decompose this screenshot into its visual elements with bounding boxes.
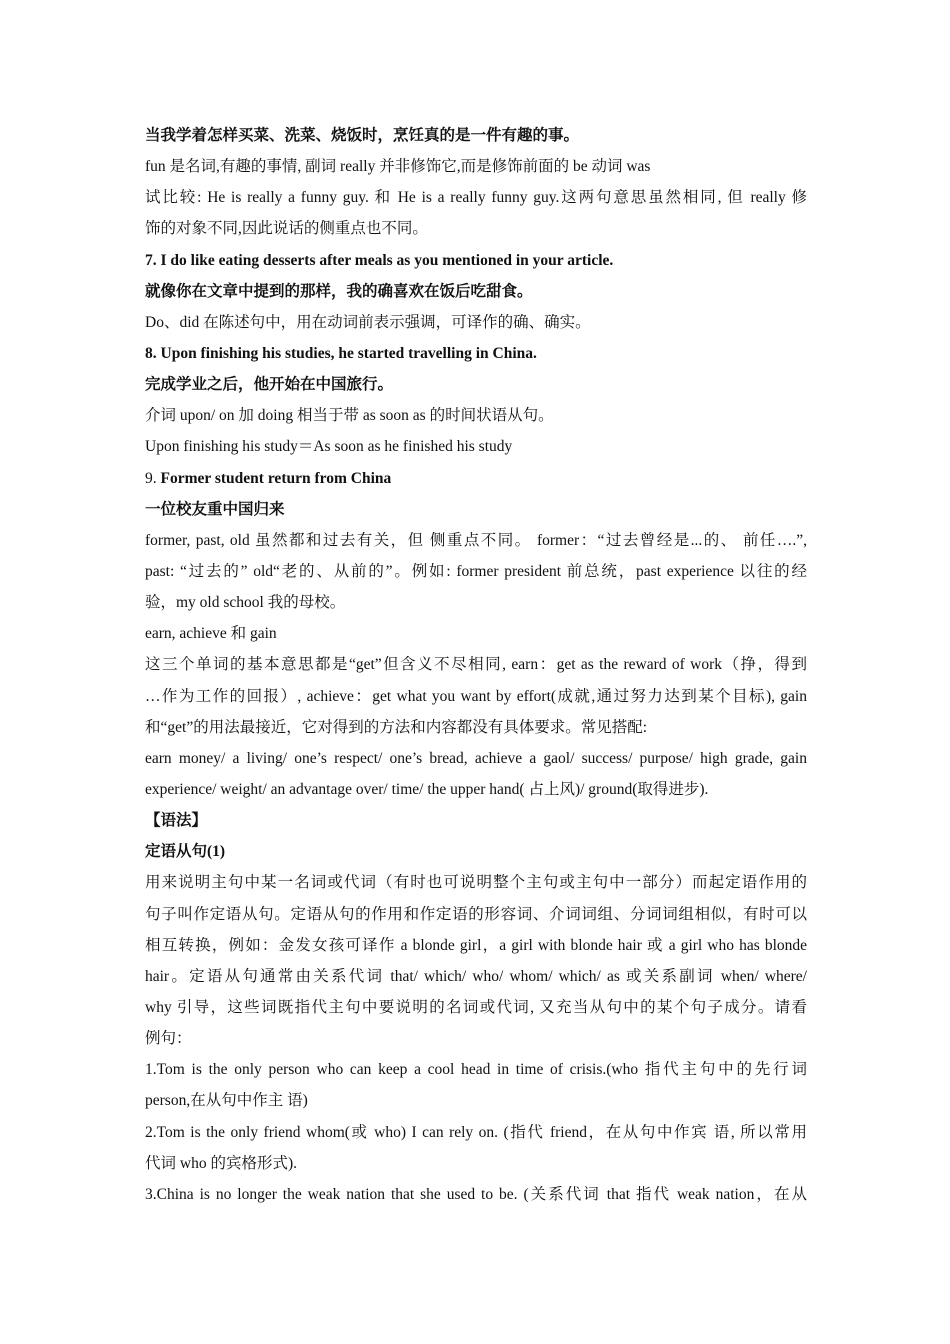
doc-line: 3.China is no longer the weak nation that she used to be. (关系代词 that 指代 weak nation，在从	[145, 1185, 807, 1203]
doc-line: former, past, old 虽然都和过去有关，但 侧重点不同。 former：“过去曾经是...的、 前任….”,	[145, 531, 807, 549]
doc-line: 试比较: He is really a funny guy. 和 He is a really funny guy.这两句意思虽然相同, 但 really 修	[145, 189, 807, 207]
doc-line: 例句：	[145, 1030, 192, 1048]
doc-line: 用来说明主句中某一名词或代词（有时也可说明整个主句或主句中一部分）而起定语作用的	[145, 874, 807, 892]
doc-line: 完成学业之后，他开始在中国旅行。	[145, 376, 394, 394]
doc-line: 验，my old school 我的母校。	[145, 594, 346, 612]
subsection-heading: 定语从句(1)	[145, 843, 226, 861]
item-heading: Former student return from China	[160, 469, 392, 487]
doc-line: 饰的对象不同,因此说话的侧重点也不同。	[145, 220, 428, 238]
doc-line: earn, achieve 和 gain	[145, 625, 277, 643]
doc-line: earn money/ a living/ one’s respect/ one’s bread, achieve a gaol/ success/ purpose/ high grade, gain	[145, 749, 807, 767]
doc-line: 就像你在文章中提到的那样，我的确喜欢在饭后吃甜食。	[145, 282, 533, 300]
doc-line: Do、did 在陈述句中，用在动词前表示强调，可译作的确、确实。	[145, 313, 591, 331]
doc-line: why 引导，这些词既指代主句中要说明的名词或代词, 又充当从句中的某个句子成分。请看	[145, 998, 807, 1016]
doc-line	[145, 463, 807, 494]
doc-line: fun 是名词,有趣的事情, 副词 really 并非修饰它,而是修饰前面的 be 动词 was	[145, 158, 651, 176]
doc-line: 当我学着怎样买菜、洗菜、烧饭时，烹饪真的是一件有趣的事。	[145, 127, 580, 144]
doc-line: 代词 who 的宾格形式).	[145, 1154, 297, 1172]
doc-line: 2.Tom is the only friend whom(或 who) I can rely on. (指代 friend，在从句中作宾 语, 所以常用	[145, 1123, 807, 1141]
document-page	[145, 120, 807, 1210]
doc-line: Upon finishing his study＝As soon as he finished his study	[145, 438, 513, 456]
doc-line: hair。定语从句通常由关系代词 that/ which/ who/ whom/ which/ as 或关系副词 when/ where/	[145, 967, 807, 985]
doc-line: 和“get”的用法最接近，它对得到的方法和内容都没有具体要求。常见搭配:	[145, 718, 648, 736]
doc-line: 一位校友重中国归来	[145, 500, 285, 518]
doc-line: past: “过去的” old“老的、从前的”。例如: former president 前总统，past experience 以往的经	[145, 562, 807, 580]
doc-line: 7. I do like eating desserts after meals as you mentioned in your article.	[145, 251, 614, 269]
item-number: 9.	[145, 469, 161, 487]
doc-line: …作为工作的回报）, achieve：get what you want by effort(成就,通过努力达到某个目标), gain	[145, 687, 807, 705]
doc-line: 介词 upon/ on 加 doing 相当于带 as soon as 的时间状语从句。	[145, 407, 554, 425]
section-heading: 【语法】	[145, 812, 208, 830]
doc-line: experience/ weight/ an advantage over/ time/ the upper hand( 占上风)/ ground(取得进步).	[145, 780, 709, 798]
doc-line: 相互转换，例如：金发女孩可译作 a blonde girl，a girl with blonde hair 或 a girl who has blonde	[145, 936, 807, 954]
doc-line: person,在从句中作主 语)	[145, 1092, 308, 1110]
doc-line: 句子叫作定语从句。定语从句的作用和作定语的形容词、介词词组、分词词组相似，有时可以	[145, 905, 807, 923]
doc-line: 8. Upon finishing his studies, he started travelling in China.	[145, 344, 537, 362]
doc-line: 1.Tom is the only person who can keep a cool head in time of crisis.(who 指代主句中的先行词	[145, 1061, 807, 1079]
doc-line: 这三个单词的基本意思都是“get”但含义不尽相同, earn：get as the reward of work（挣，得到	[145, 656, 807, 674]
